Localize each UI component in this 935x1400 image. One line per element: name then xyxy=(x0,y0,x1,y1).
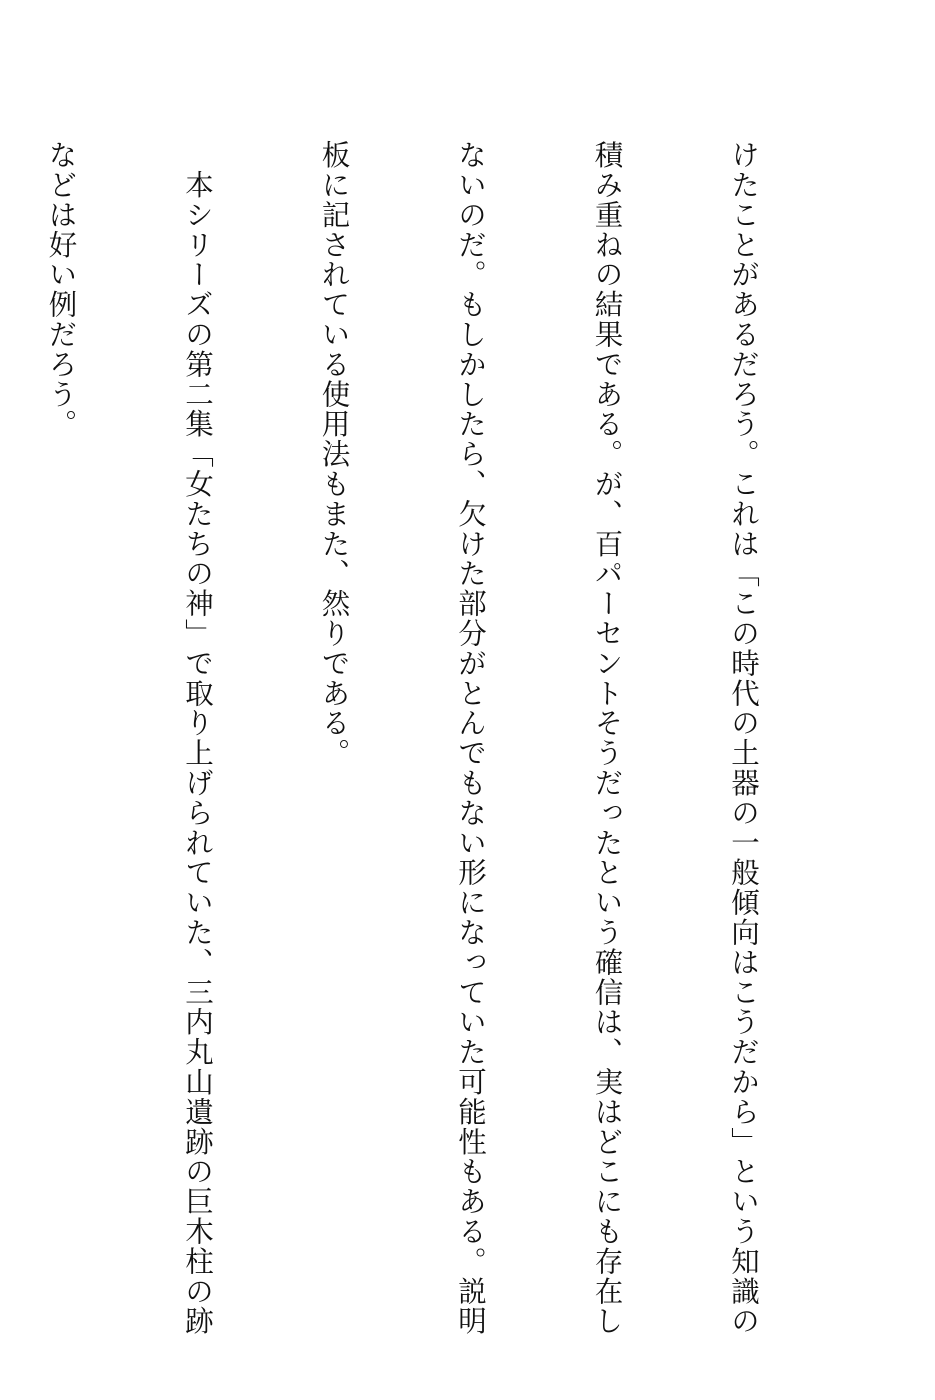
text-column: 板に記されている使用法もまた、然りである。 xyxy=(317,140,351,768)
text-column: ないのだ。もしかしたら、欠けた部分がとんでもない形になっていた可能性もある。説明 xyxy=(454,140,487,1336)
text-column: 積み重ねの結果である。が、百パーセントそうだったという確信は、実はどこにも存在し xyxy=(590,140,624,1336)
text-column: 本シリーズの第二集「女たちの神」で取り上げられていた、三内丸山遺跡の巨木柱の跡 xyxy=(181,140,214,1336)
vertical-body-text xyxy=(0,140,857,1336)
text-column: などは好い例だろう。 xyxy=(44,140,78,439)
text-column: けたことがあるだろう。これは「この時代の土器の一般傾向はこうだから」という知識の xyxy=(727,140,760,1336)
